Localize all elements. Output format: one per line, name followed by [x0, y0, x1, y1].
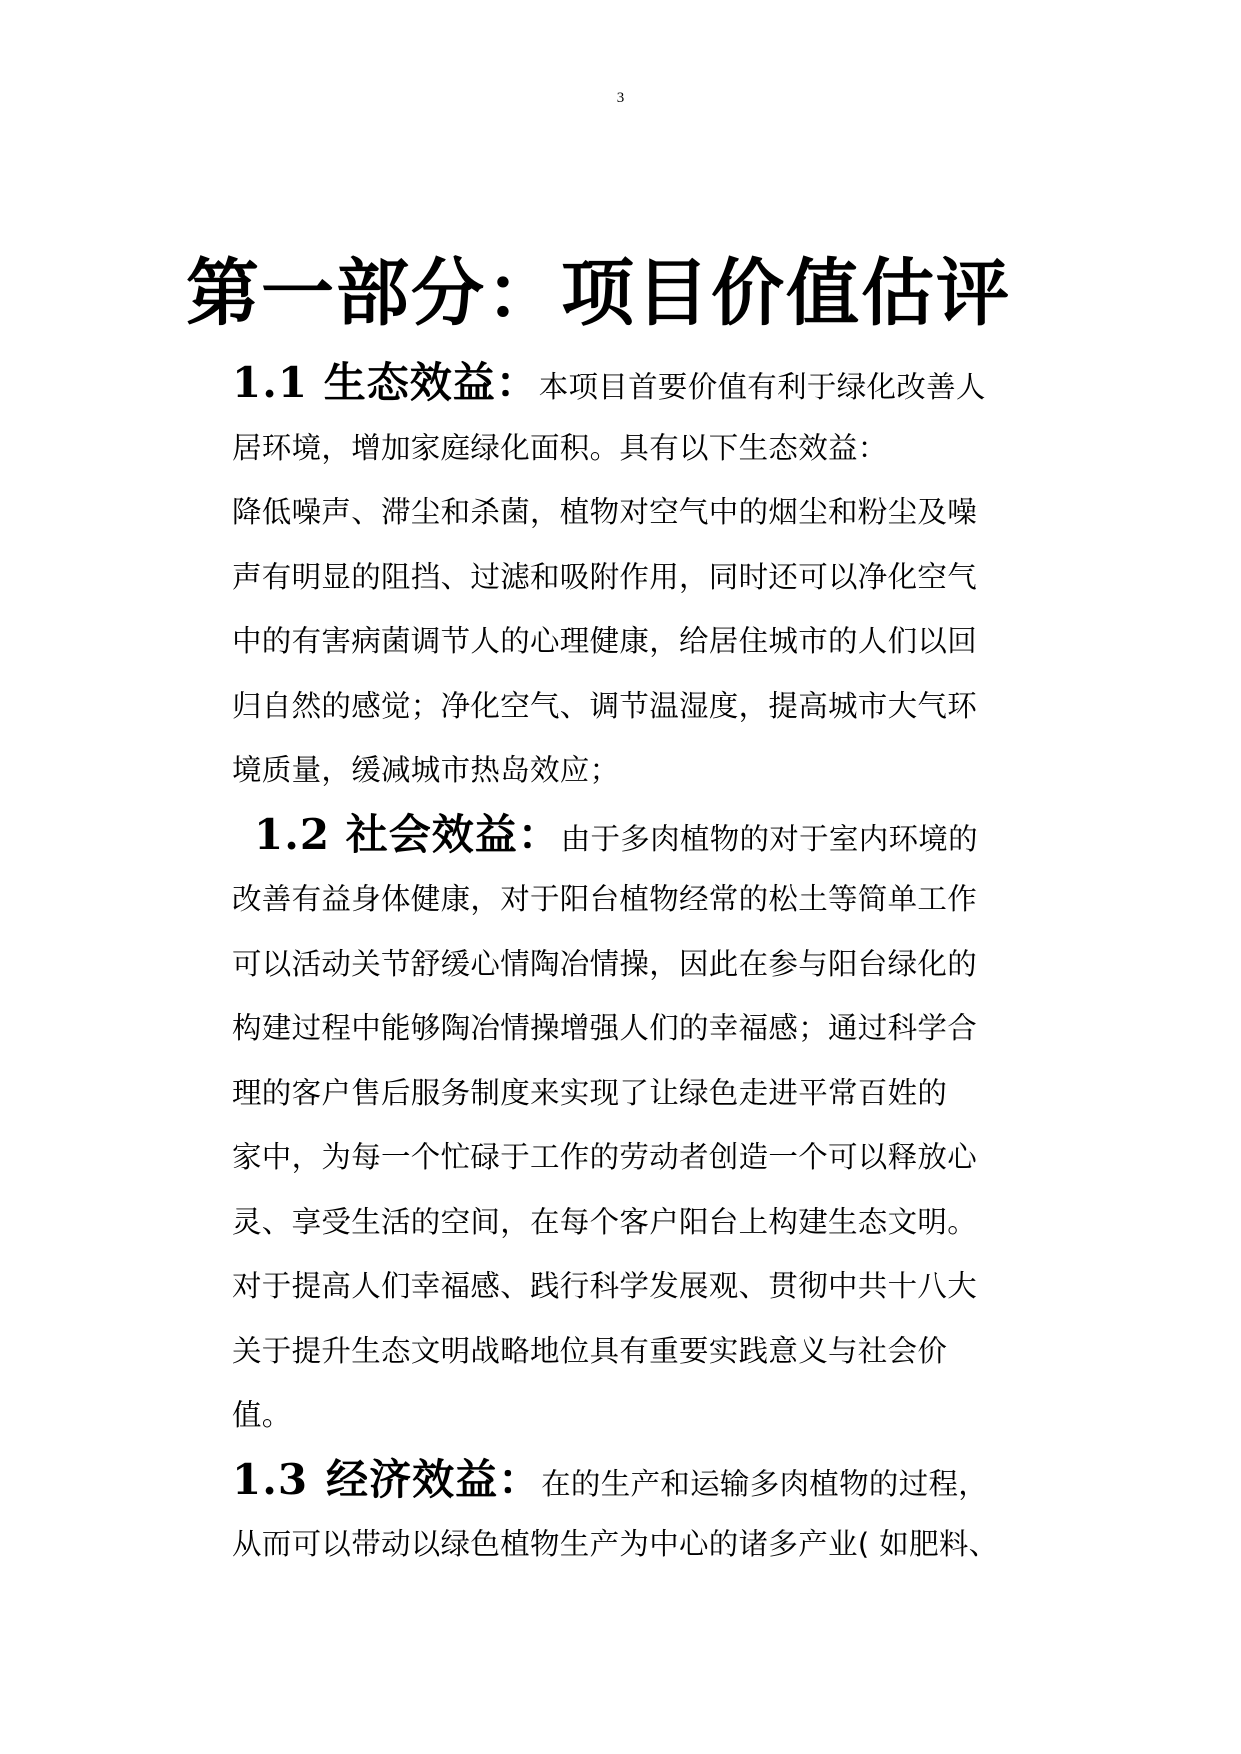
- section-heading: 1.2 社会效益：: [254, 809, 561, 859]
- paragraph-line: 值。: [232, 1398, 292, 1432]
- paragraph-line: 居环境，增加家庭绿化面积。具有以下生态效益：: [232, 430, 888, 465]
- paragraph-text: 由于多肉植物的对于室内环境的: [560, 821, 978, 856]
- section-3-first-line: [232, 1448, 1077, 1513]
- page-number: 3: [616, 90, 625, 106]
- section-heading: 1.1 生态效益：: [232, 358, 539, 407]
- paragraph-line: 家中，为每一个忙碌于工作的劳动者创造一个可以释放心: [232, 1140, 978, 1174]
- paragraph-line: 归自然的感觉；净化空气、调节温湿度，提高城市大气环: [232, 688, 978, 723]
- paragraph-line: 对于提高人们幸福感、践行科学发展观、贯彻中共十八大: [232, 1269, 978, 1303]
- paragraph-text: 在的生产和运输多肉植物的过程，: [541, 1466, 989, 1501]
- paragraph-line: 中的有害病菌调节人的心理健康，给居住城市的人们以回: [232, 624, 978, 658]
- section-2-first-line: [232, 803, 1077, 868]
- paragraph-line: 境质量，缓减城市热岛效应；: [232, 753, 620, 787]
- paragraph-line: 改善有益身体健康，对于阳台植物经常的松土等简单工作: [232, 882, 978, 916]
- paragraph-text: 本项目首要价值有利于绿化改善人: [538, 370, 986, 404]
- paragraph-line: 关于提升生态文明战略地位具有重要实践意义与社会价: [232, 1333, 948, 1368]
- paragraph-line: 降低噪声、滞尘和杀菌，植物对空气中的烟尘和粉尘及噪: [232, 495, 978, 529]
- paragraph-line: 可以活动关节舒缓心情陶冶情操，因此在参与阳台绿化的: [232, 946, 978, 981]
- document-body: [232, 351, 1077, 1577]
- paragraph-line: 构建过程中能够陶冶情操增强人们的幸福感；通过科学合: [232, 1011, 978, 1045]
- section-heading-number: 1.3: [232, 1454, 309, 1504]
- part-title: 第一部分：项目价值估评: [186, 250, 1011, 336]
- section-heading: 经济效益：: [326, 1454, 542, 1504]
- section-1-first-line: [232, 351, 1077, 416]
- paragraph-line: 从而可以带动以绿色植物生产为中心的诸多产业( 如肥料、: [232, 1527, 999, 1561]
- paragraph-line: 灵、享受生活的空间，在每个客户阳台上构建生态文明。: [232, 1204, 978, 1239]
- paragraph-line: 声有明显的阻挡、过滤和吸附作用，同时还可以净化空气: [232, 559, 978, 594]
- paragraph-line: 理的客户售后服务制度来实现了让绿色走进平常百姓的: [232, 1075, 948, 1110]
